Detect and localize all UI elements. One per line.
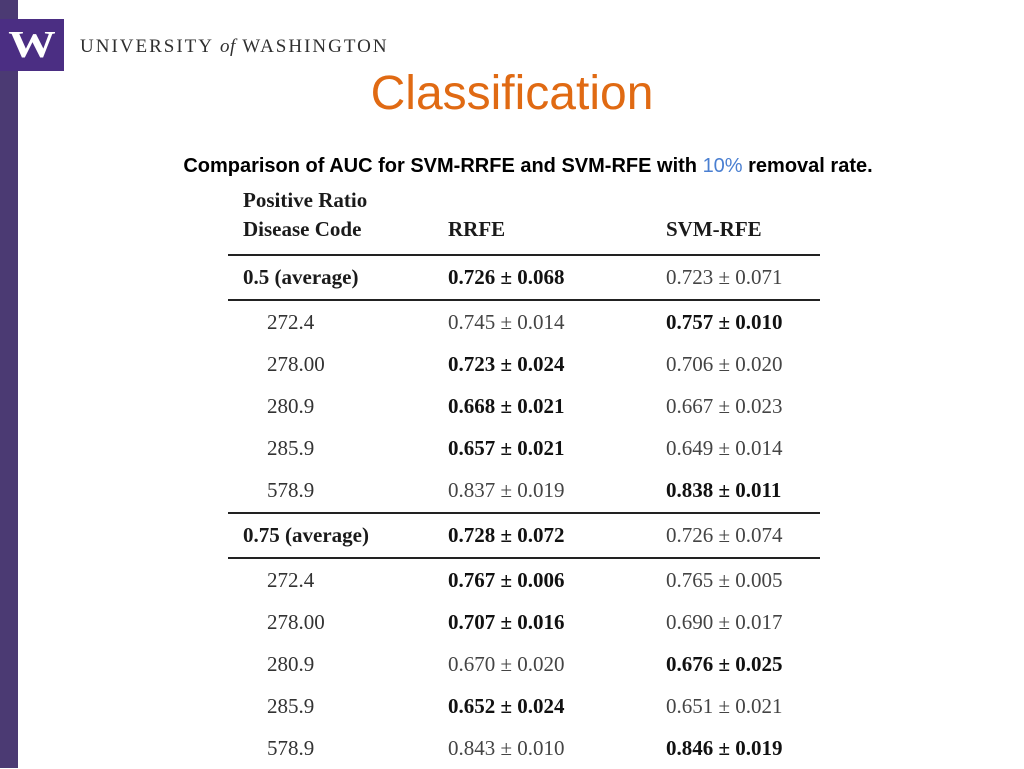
row-label: 285.9 (267, 436, 315, 460)
svm-rfe-value: 0.676 ± 0.025 (666, 652, 783, 676)
subtitle-text-before: Comparison of AUC for SVM-RRFE and SVM-RFE with (183, 155, 703, 177)
header-positive-ratio: Positive Ratio (243, 188, 368, 212)
table-header (228, 188, 820, 256)
table-row (228, 469, 820, 512)
svm-rfe-value: 0.690 ± 0.017 (666, 610, 783, 634)
row-label: 0.5 (average) (243, 265, 359, 289)
slide-title: Classification (370, 67, 654, 120)
rrfe-value: 0.843 ± 0.010 (448, 736, 565, 760)
table-row (228, 301, 820, 343)
row-label: 280.9 (267, 394, 315, 418)
uw-logo (0, 19, 64, 71)
rrfe-value: 0.670 ± 0.020 (448, 652, 565, 676)
row-label: 285.9 (267, 694, 315, 718)
table-row (228, 643, 820, 685)
row-label: 272.4 (267, 568, 315, 592)
table-row-average (228, 256, 820, 301)
rrfe-value: 0.745 ± 0.014 (448, 310, 565, 334)
slide-subtitle (0, 155, 1024, 178)
row-label: 278.00 (267, 352, 325, 376)
row-label: 272.4 (267, 310, 315, 334)
rrfe-value: 0.767 ± 0.006 (448, 568, 565, 592)
subtitle-text-after: removal rate. (742, 155, 873, 177)
header-rrfe: RRFE (448, 217, 506, 241)
rrfe-value: 0.707 ± 0.016 (448, 610, 565, 634)
rrfe-value: 0.652 ± 0.024 (448, 694, 565, 718)
table-row (228, 385, 820, 427)
rrfe-value: 0.668 ± 0.021 (448, 394, 565, 418)
svm-rfe-value: 0.649 ± 0.014 (666, 436, 783, 460)
rrfe-value: 0.837 ± 0.019 (448, 478, 565, 502)
rrfe-value: 0.657 ± 0.021 (448, 436, 565, 460)
wordmark-of: of (220, 36, 236, 57)
svm-rfe-value: 0.838 ± 0.011 (666, 478, 782, 502)
rrfe-value: 0.728 ± 0.072 (448, 523, 565, 547)
svm-rfe-value: 0.667 ± 0.023 (666, 394, 783, 418)
row-label: 578.9 (267, 478, 315, 502)
wordmark-university: UNIVERSITY (80, 36, 214, 57)
table-row (228, 427, 820, 469)
table-row (228, 685, 820, 727)
svm-rfe-value: 0.706 ± 0.020 (666, 352, 783, 376)
svm-rfe-value: 0.726 ± 0.074 (666, 523, 783, 547)
svm-rfe-value: 0.723 ± 0.071 (666, 265, 783, 289)
subtitle-percent: 10% (702, 155, 743, 177)
rrfe-value: 0.726 ± 0.068 (448, 265, 565, 289)
row-label: 278.00 (267, 610, 325, 634)
header-svm-rfe: SVM-RFE (666, 217, 762, 241)
table-row (228, 727, 820, 769)
header-disease-code: Disease Code (243, 217, 362, 241)
svm-rfe-value: 0.651 ± 0.021 (666, 694, 783, 718)
table-row (228, 559, 820, 601)
svm-rfe-value: 0.765 ± 0.005 (666, 568, 783, 592)
wordmark-washington: WASHINGTON (242, 36, 389, 57)
uw-logo-letter: W (8, 24, 56, 66)
table-row (228, 343, 820, 385)
table-row (228, 601, 820, 643)
row-label: 0.75 (average) (243, 523, 369, 547)
row-label: 578.9 (267, 736, 315, 760)
row-label: 280.9 (267, 652, 315, 676)
rrfe-value: 0.723 ± 0.024 (448, 352, 565, 376)
auc-comparison-table (228, 188, 820, 769)
svm-rfe-value: 0.846 ± 0.019 (666, 736, 783, 760)
university-wordmark (80, 36, 389, 58)
table-row-average (228, 512, 820, 559)
svm-rfe-value: 0.757 ± 0.010 (666, 310, 783, 334)
